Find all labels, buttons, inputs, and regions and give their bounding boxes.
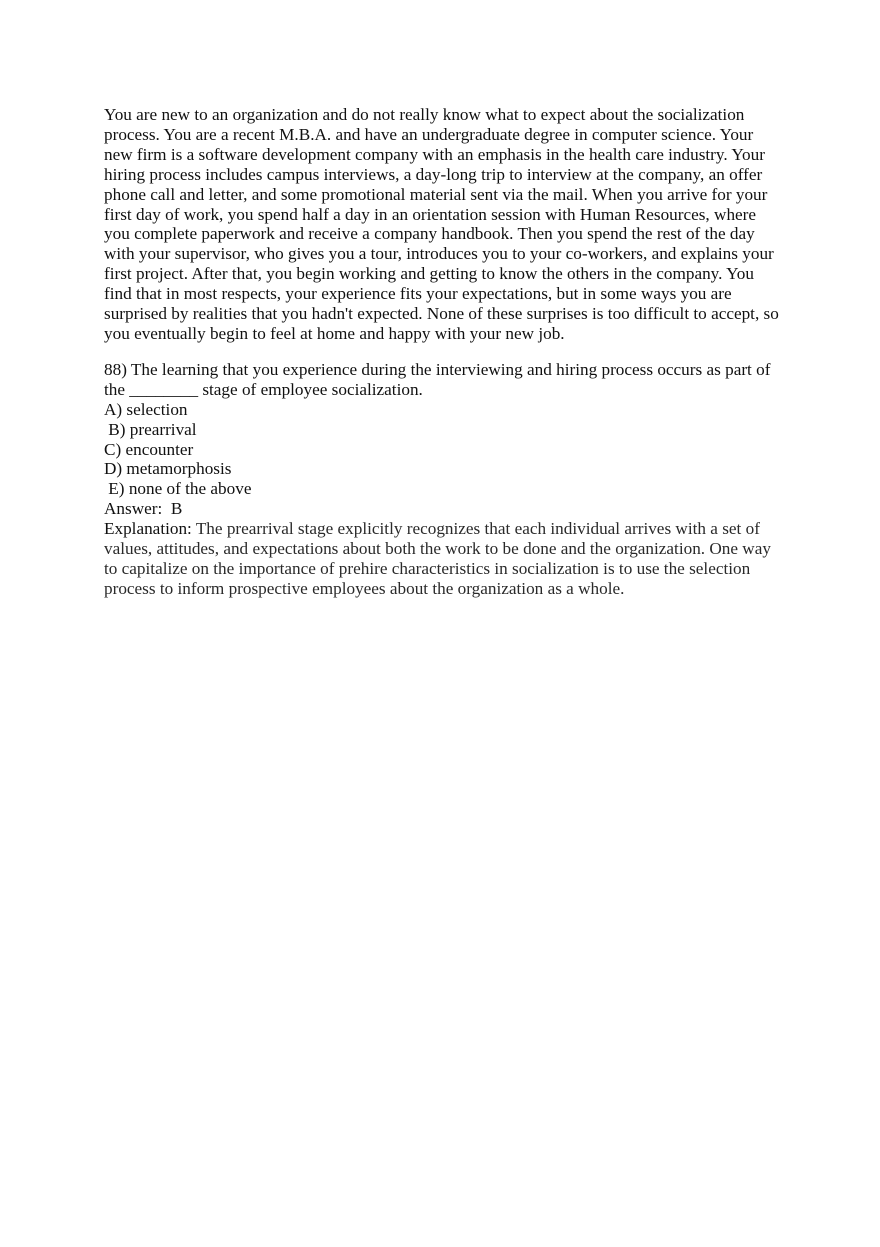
option-e: E) none of the above: [104, 479, 252, 499]
option-a: A) selection: [104, 399, 188, 419]
answer-options: [104, 400, 784, 500]
question-stem: 88) The learning that you experience during the interviewing and hiring process occurs as part of the ________ stage of employee socialization.: [104, 359, 771, 399]
page-content: [104, 105, 784, 599]
scenario-paragraph: You are new to an organization and do not really know what to expect about the socialization process. You are a recent M.B.A. and have an undergraduate degree in computer science. Your new firm is a software development company with an emphasis in the health care industry. Your hiring process includes campus interviews, a day-long trip to interview at the company, an offer phone call and letter, and some promotional material sent via the mail. When you arrive for your first day of work, you spend half a day in an orientation session with Human Resources, where you complete paperwork and receive a company handbook. Then you spend the rest of the day with your supervisor, who gives you a tour, introduces you to your co-workers, and explains your first project. After that, you begin working and getting to know the others in the company. You find that in most respects, your experience fits your expectations, but in some ways you are surprised by realities that you hadn't expected. None of these surprises is too difficult to accept, so you eventually begin to feel at home and happy with your new job.: [104, 105, 779, 343]
explanation-label: Explanation:: [104, 519, 196, 539]
explanation-text: The prearrival stage explicitly recognizes that each individual arrives with a set of values, attitudes, and expectations about both the work to be done and the organization. One way to capitalize on the importance of prehire characteristics in socialization is to use the selection process to inform prospective employees about the organization as a whole.: [104, 519, 771, 598]
answer-line: Answer: B: [104, 499, 183, 519]
option-b: B) prearrival: [104, 419, 197, 439]
option-c: C) encounter: [104, 439, 194, 459]
option-d: D) metamorphosis: [104, 459, 232, 479]
explanation: [104, 519, 784, 599]
question-block: [104, 360, 784, 599]
